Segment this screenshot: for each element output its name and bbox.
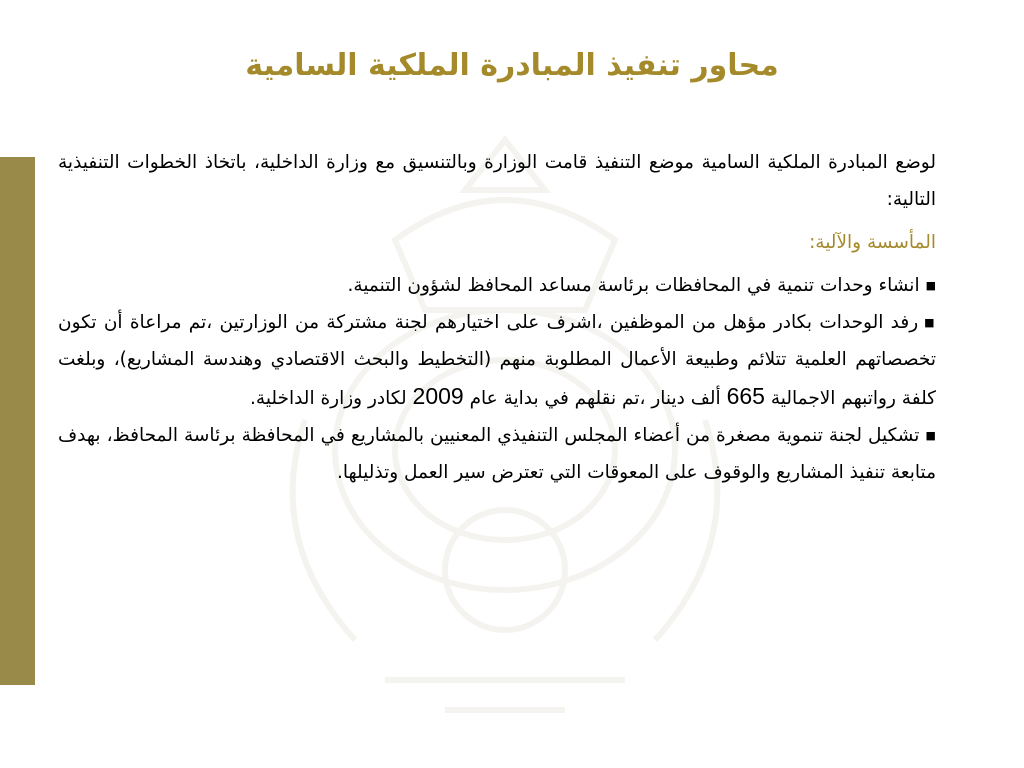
bullet-text: رفد الوحدات بكادر مؤهل من الموظفين ،اشرف على اختيارهم لجنة مشتركة من الوزارتين ،تم مراعاة أن تكون تخصصاتهم العلمية تتلائم وطبيعة الأعمال المطلوبة منهم (التخطيط والبحث الاقتصادي وهندسة المشاريع)، وبلغت كلفة رواتبهم الاجمالية bbox=[58, 312, 936, 409]
bullet-text: تشكيل لجنة تنموية مصغرة من أعضاء المجلس التنفيذي المعنيين بالمشاريع في المحافظة برئاسة المحافظ، بهدف متابعة تنفيذ المشاريع والوقوف على المعوقات التي تعترض سير العمل وتذليلها. bbox=[58, 425, 936, 483]
side-accent-bar bbox=[0, 157, 35, 685]
intro-paragraph: لوضع المبادرة الملكية السامية موضع التنفيذ قامت الوزارة وبالتنسيق مع وزارة الداخلية، باتخاذ الخطوات التنفيذية التالية: bbox=[58, 152, 936, 210]
bullet-item bbox=[58, 267, 936, 304]
bullet-text: لكادر وزارة الداخلية. bbox=[250, 388, 413, 409]
cost-value: 665 bbox=[726, 383, 765, 409]
bullet-square-icon: ■ bbox=[925, 429, 936, 442]
bullet-text: ألف دينار ،تم نقلهم في بداية عام bbox=[463, 388, 727, 409]
slide-body bbox=[58, 144, 936, 491]
bullet-item bbox=[58, 417, 936, 491]
year-value: 2009 bbox=[412, 383, 464, 409]
bullet-square-icon: ■ bbox=[924, 316, 936, 329]
section-subheading: المأسسة والآلية: bbox=[809, 232, 936, 253]
bullet-square-icon: ■ bbox=[925, 279, 936, 292]
bullet-text: انشاء وحدات تنمية في المحافظات برئاسة مساعد المحافظ لشؤون التنمية. bbox=[347, 275, 920, 296]
bullet-item bbox=[58, 304, 936, 417]
slide-title: محاور تنفيذ المبادرة الملكية السامية bbox=[245, 48, 779, 83]
